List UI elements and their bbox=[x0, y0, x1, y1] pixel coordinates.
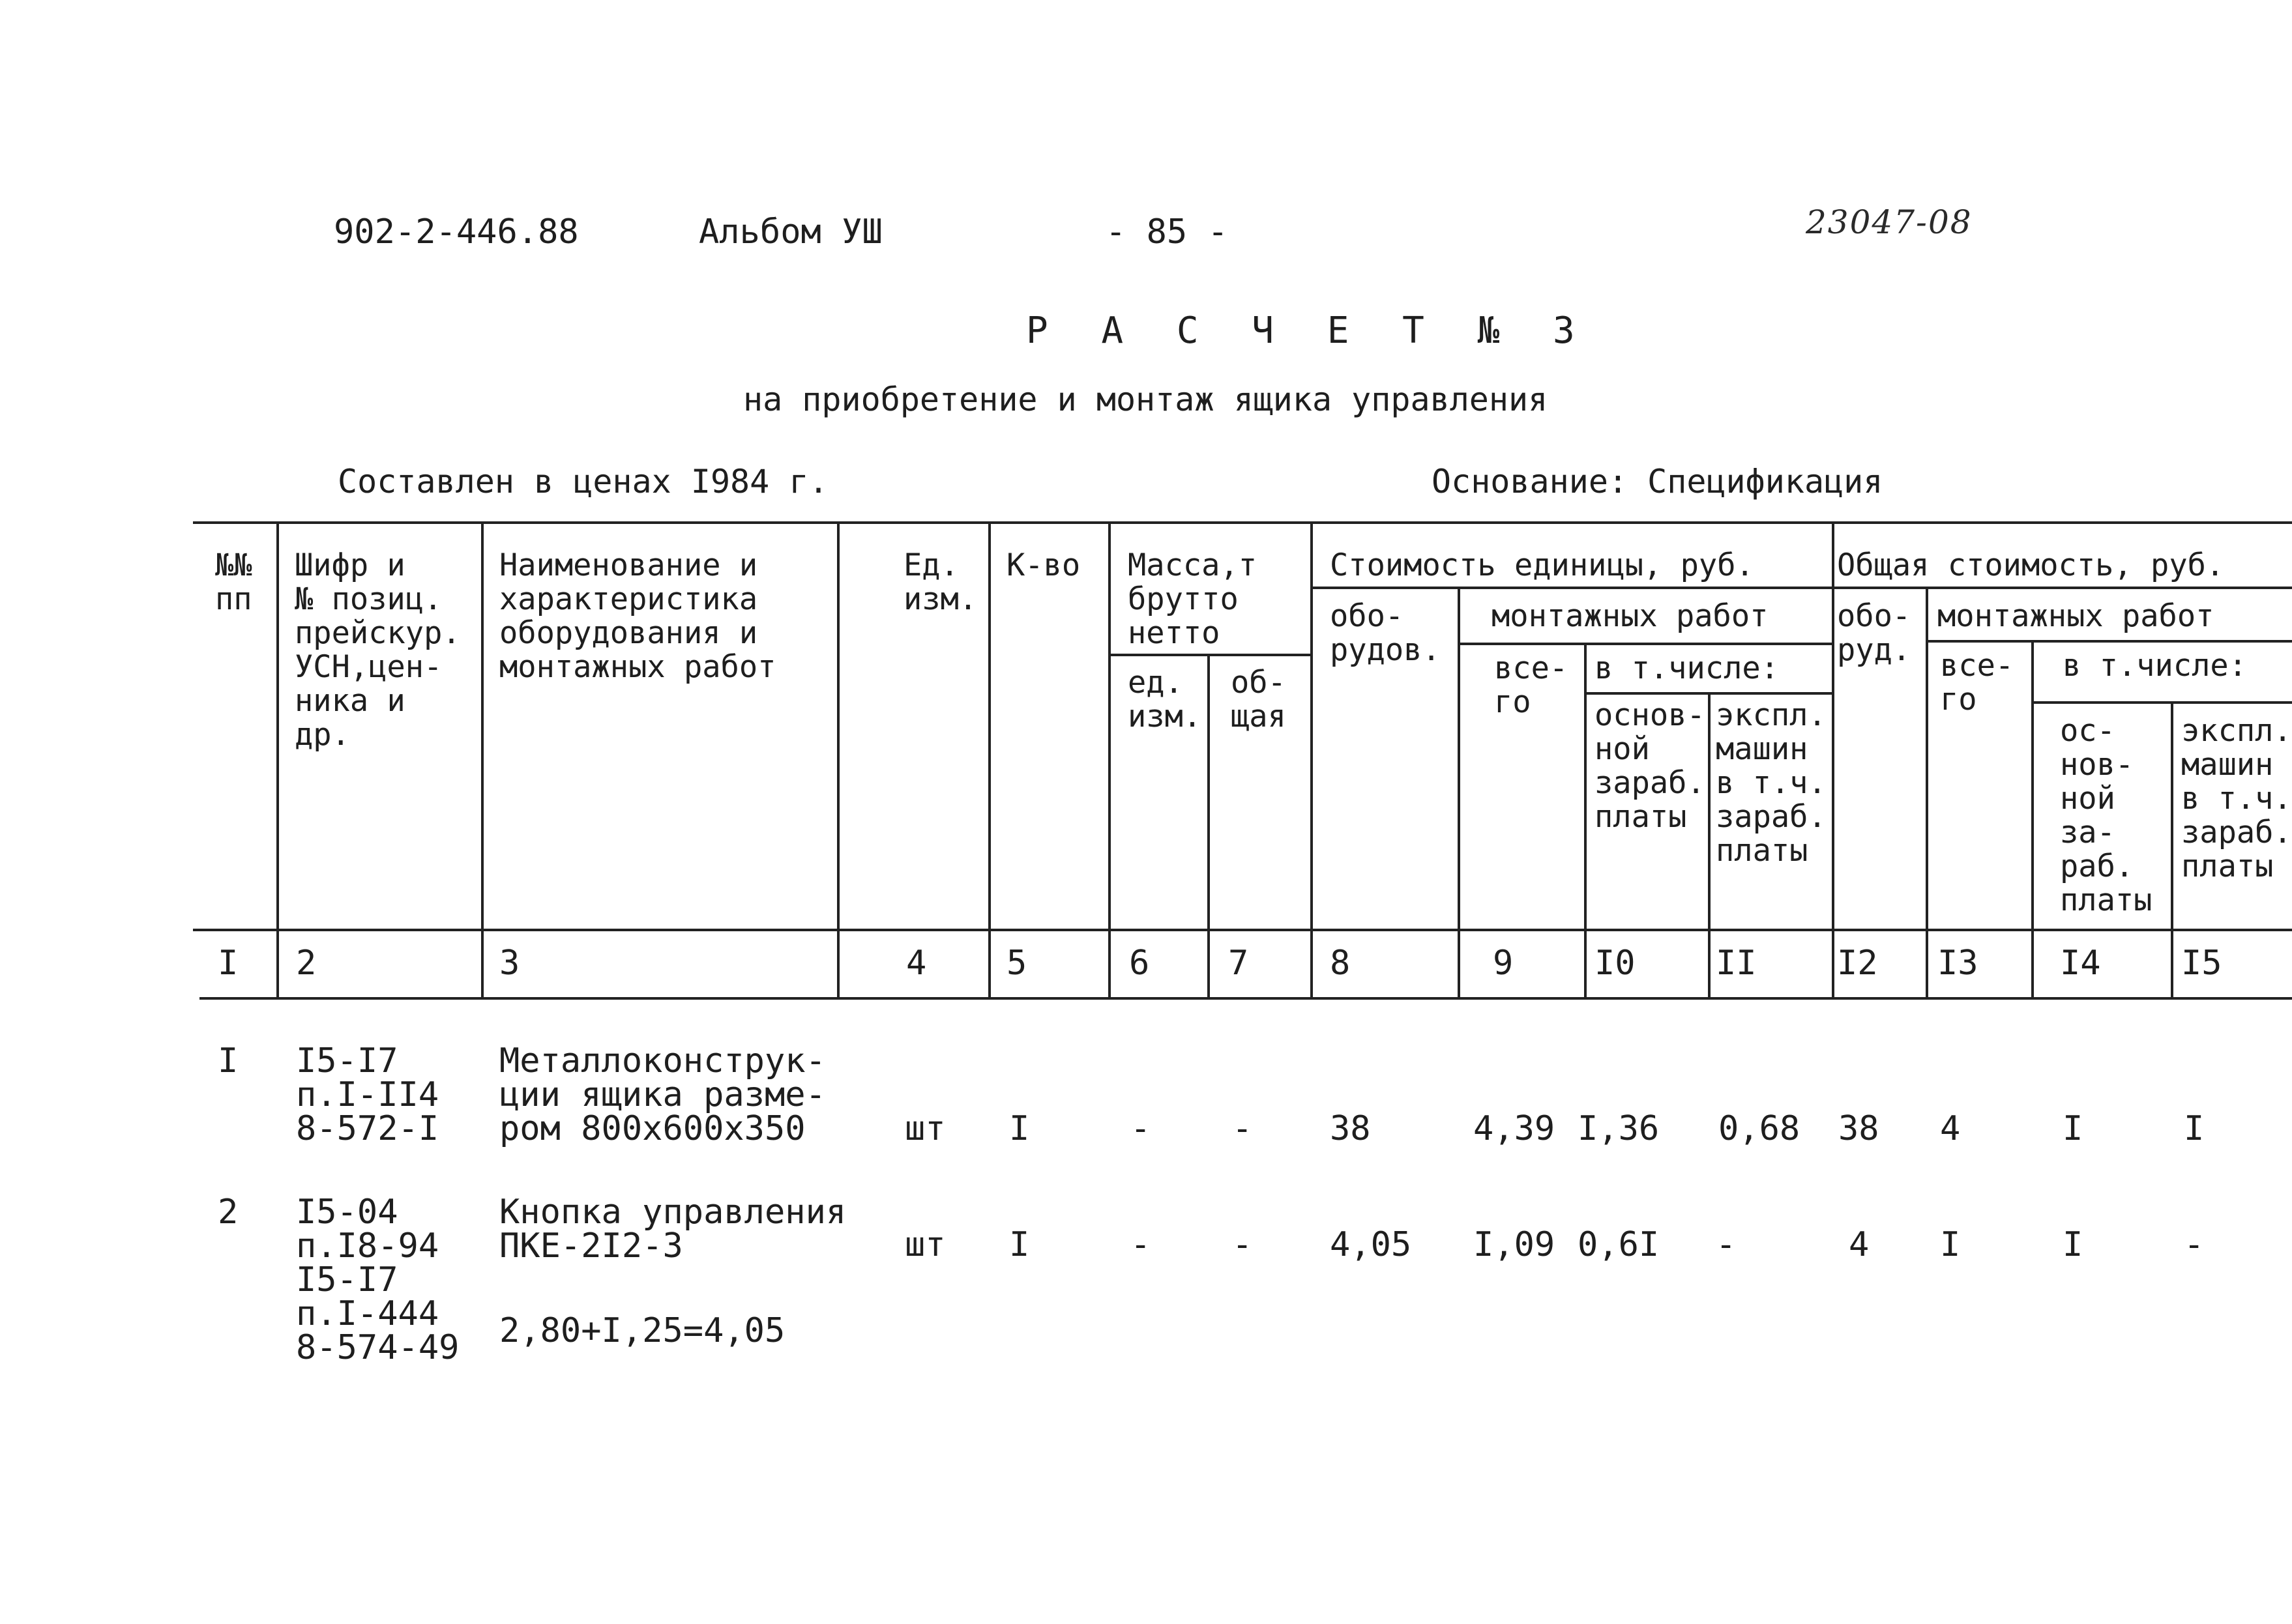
column-number: I5 bbox=[2181, 944, 2222, 983]
header-unit-including: в т.числе: bbox=[1594, 650, 1779, 686]
row-mass-unit: - bbox=[1130, 1109, 1151, 1148]
row-unit-equipment: 4,05 bbox=[1330, 1225, 1412, 1264]
header-unit-base-wage: основ- ной зараб. платы bbox=[1594, 697, 1705, 835]
row-total-equipment: 4 bbox=[1849, 1225, 1870, 1264]
header-unit: Ед. изм. bbox=[904, 547, 978, 617]
row-price-code: I5-04 п.I8-94 I5-I7 п.I-444 8-574-49 bbox=[296, 1193, 460, 1367]
column-number: 8 bbox=[1330, 944, 1351, 983]
row-mass-total: - bbox=[1232, 1225, 1253, 1264]
row-total-equipment: 38 bbox=[1838, 1109, 1879, 1148]
row-total-machinery: - bbox=[2184, 1225, 2205, 1264]
header-unit-total: все- го bbox=[1494, 650, 1568, 720]
row-number: I bbox=[218, 1041, 239, 1080]
row-name: Кнопка управления ПКЕ-2I2-3 bbox=[499, 1193, 847, 1266]
row-quantity: I bbox=[1009, 1225, 1030, 1264]
column-number: I4 bbox=[2060, 944, 2101, 983]
header-total-mounting: монтажных работ bbox=[1937, 598, 2214, 634]
column-number: 6 bbox=[1129, 944, 1150, 983]
row-unit: шт bbox=[905, 1225, 946, 1264]
column-number: 5 bbox=[1006, 944, 1027, 983]
header-unit-equipment: обо- рудов. bbox=[1330, 598, 1441, 668]
header-mass-unit: ед. изм. bbox=[1128, 665, 1202, 734]
header-total-machinery: экспл. машин в т.ч. зараб. платы bbox=[2181, 713, 2292, 884]
column-number: I3 bbox=[1937, 944, 1978, 983]
row-unit-base-wage: 0,6I bbox=[1578, 1225, 1660, 1264]
header-quantity: К-во bbox=[1006, 547, 1081, 583]
row-total-base-wage: I bbox=[2063, 1225, 2083, 1264]
column-number: 4 bbox=[906, 944, 927, 983]
header-name: Наименование и характеристика оборудования и монтажных работ bbox=[499, 547, 776, 685]
header-unit-cost: Стоимость единицы, руб. bbox=[1330, 547, 1754, 583]
row-unit-machinery: - bbox=[1716, 1225, 1737, 1264]
header-total-including: в т.числе: bbox=[2063, 648, 2247, 684]
header-total-sum: все- го bbox=[1940, 648, 2014, 718]
album-label: Альбом УШ bbox=[699, 212, 883, 252]
row-price-code: I5-I7 п.I-II4 8-572-I bbox=[296, 1041, 439, 1148]
header-row-number: №№ пп bbox=[215, 547, 252, 617]
specification-basis: Основание: Спецификация bbox=[1432, 463, 1883, 500]
header-mass: Масса,т брутто нетто bbox=[1128, 547, 1257, 651]
header-unit-mounting: монтажных работ bbox=[1491, 598, 1769, 634]
row-total-mounting: 4 bbox=[1940, 1109, 1961, 1148]
column-number: 7 bbox=[1228, 944, 1249, 983]
prices-basis: Составлен в ценах I984 г. bbox=[338, 463, 829, 500]
row-unit-base-wage: I,36 bbox=[1578, 1109, 1660, 1148]
row-total-mounting: I bbox=[1940, 1225, 1961, 1264]
row-total-base-wage: I bbox=[2063, 1109, 2083, 1148]
row-name: Металлоконструк- ции ящика разме- ром 800х600х350 bbox=[499, 1041, 826, 1148]
document-subtitle: на приобретение и монтаж ящика управления bbox=[743, 381, 1548, 418]
header-total-base-wage: ос- нов- ной за- раб. платы bbox=[2060, 713, 2152, 918]
row-number: 2 bbox=[218, 1193, 239, 1232]
row-mass-unit: - bbox=[1130, 1225, 1151, 1264]
header-mass-total: об- щая bbox=[1231, 665, 1286, 734]
row-mass-total: - bbox=[1232, 1109, 1253, 1148]
header-price-code: Шифр и № позиц. прейскур. УСН,цен- ника и др. bbox=[295, 547, 461, 753]
row-unit-equipment: 38 bbox=[1330, 1109, 1371, 1148]
column-number: 2 bbox=[296, 944, 317, 983]
header-unit-machinery: экспл. машин в т.ч. зараб. платы bbox=[1716, 697, 1827, 869]
column-number: 9 bbox=[1493, 944, 1514, 983]
column-number: 3 bbox=[499, 944, 520, 983]
row-name-calculation: 2,80+I,25=4,05 bbox=[499, 1311, 786, 1350]
row-quantity: I bbox=[1009, 1109, 1030, 1148]
column-number: I2 bbox=[1837, 944, 1878, 983]
row-unit-mounting-total: I,09 bbox=[1473, 1225, 1555, 1264]
page-number: - 85 - bbox=[1106, 212, 1228, 252]
row-total-machinery: I bbox=[2184, 1109, 2205, 1148]
row-unit-mounting-total: 4,39 bbox=[1473, 1109, 1555, 1148]
column-number: II bbox=[1716, 944, 1757, 983]
header-total-cost: Общая стоимость, руб. bbox=[1837, 547, 2225, 583]
document-code: 902-2-446.88 bbox=[334, 212, 579, 252]
header-total-equipment: обо- руд. bbox=[1837, 598, 1911, 668]
archive-stamp: 23047-08 bbox=[1806, 203, 1973, 241]
row-unit: шт bbox=[905, 1109, 946, 1148]
document-title: Р А С Ч Е Т № 3 bbox=[1026, 310, 1591, 352]
column-number: I bbox=[218, 944, 239, 983]
column-number: I0 bbox=[1594, 944, 1636, 983]
row-unit-machinery: 0,68 bbox=[1718, 1109, 1800, 1148]
